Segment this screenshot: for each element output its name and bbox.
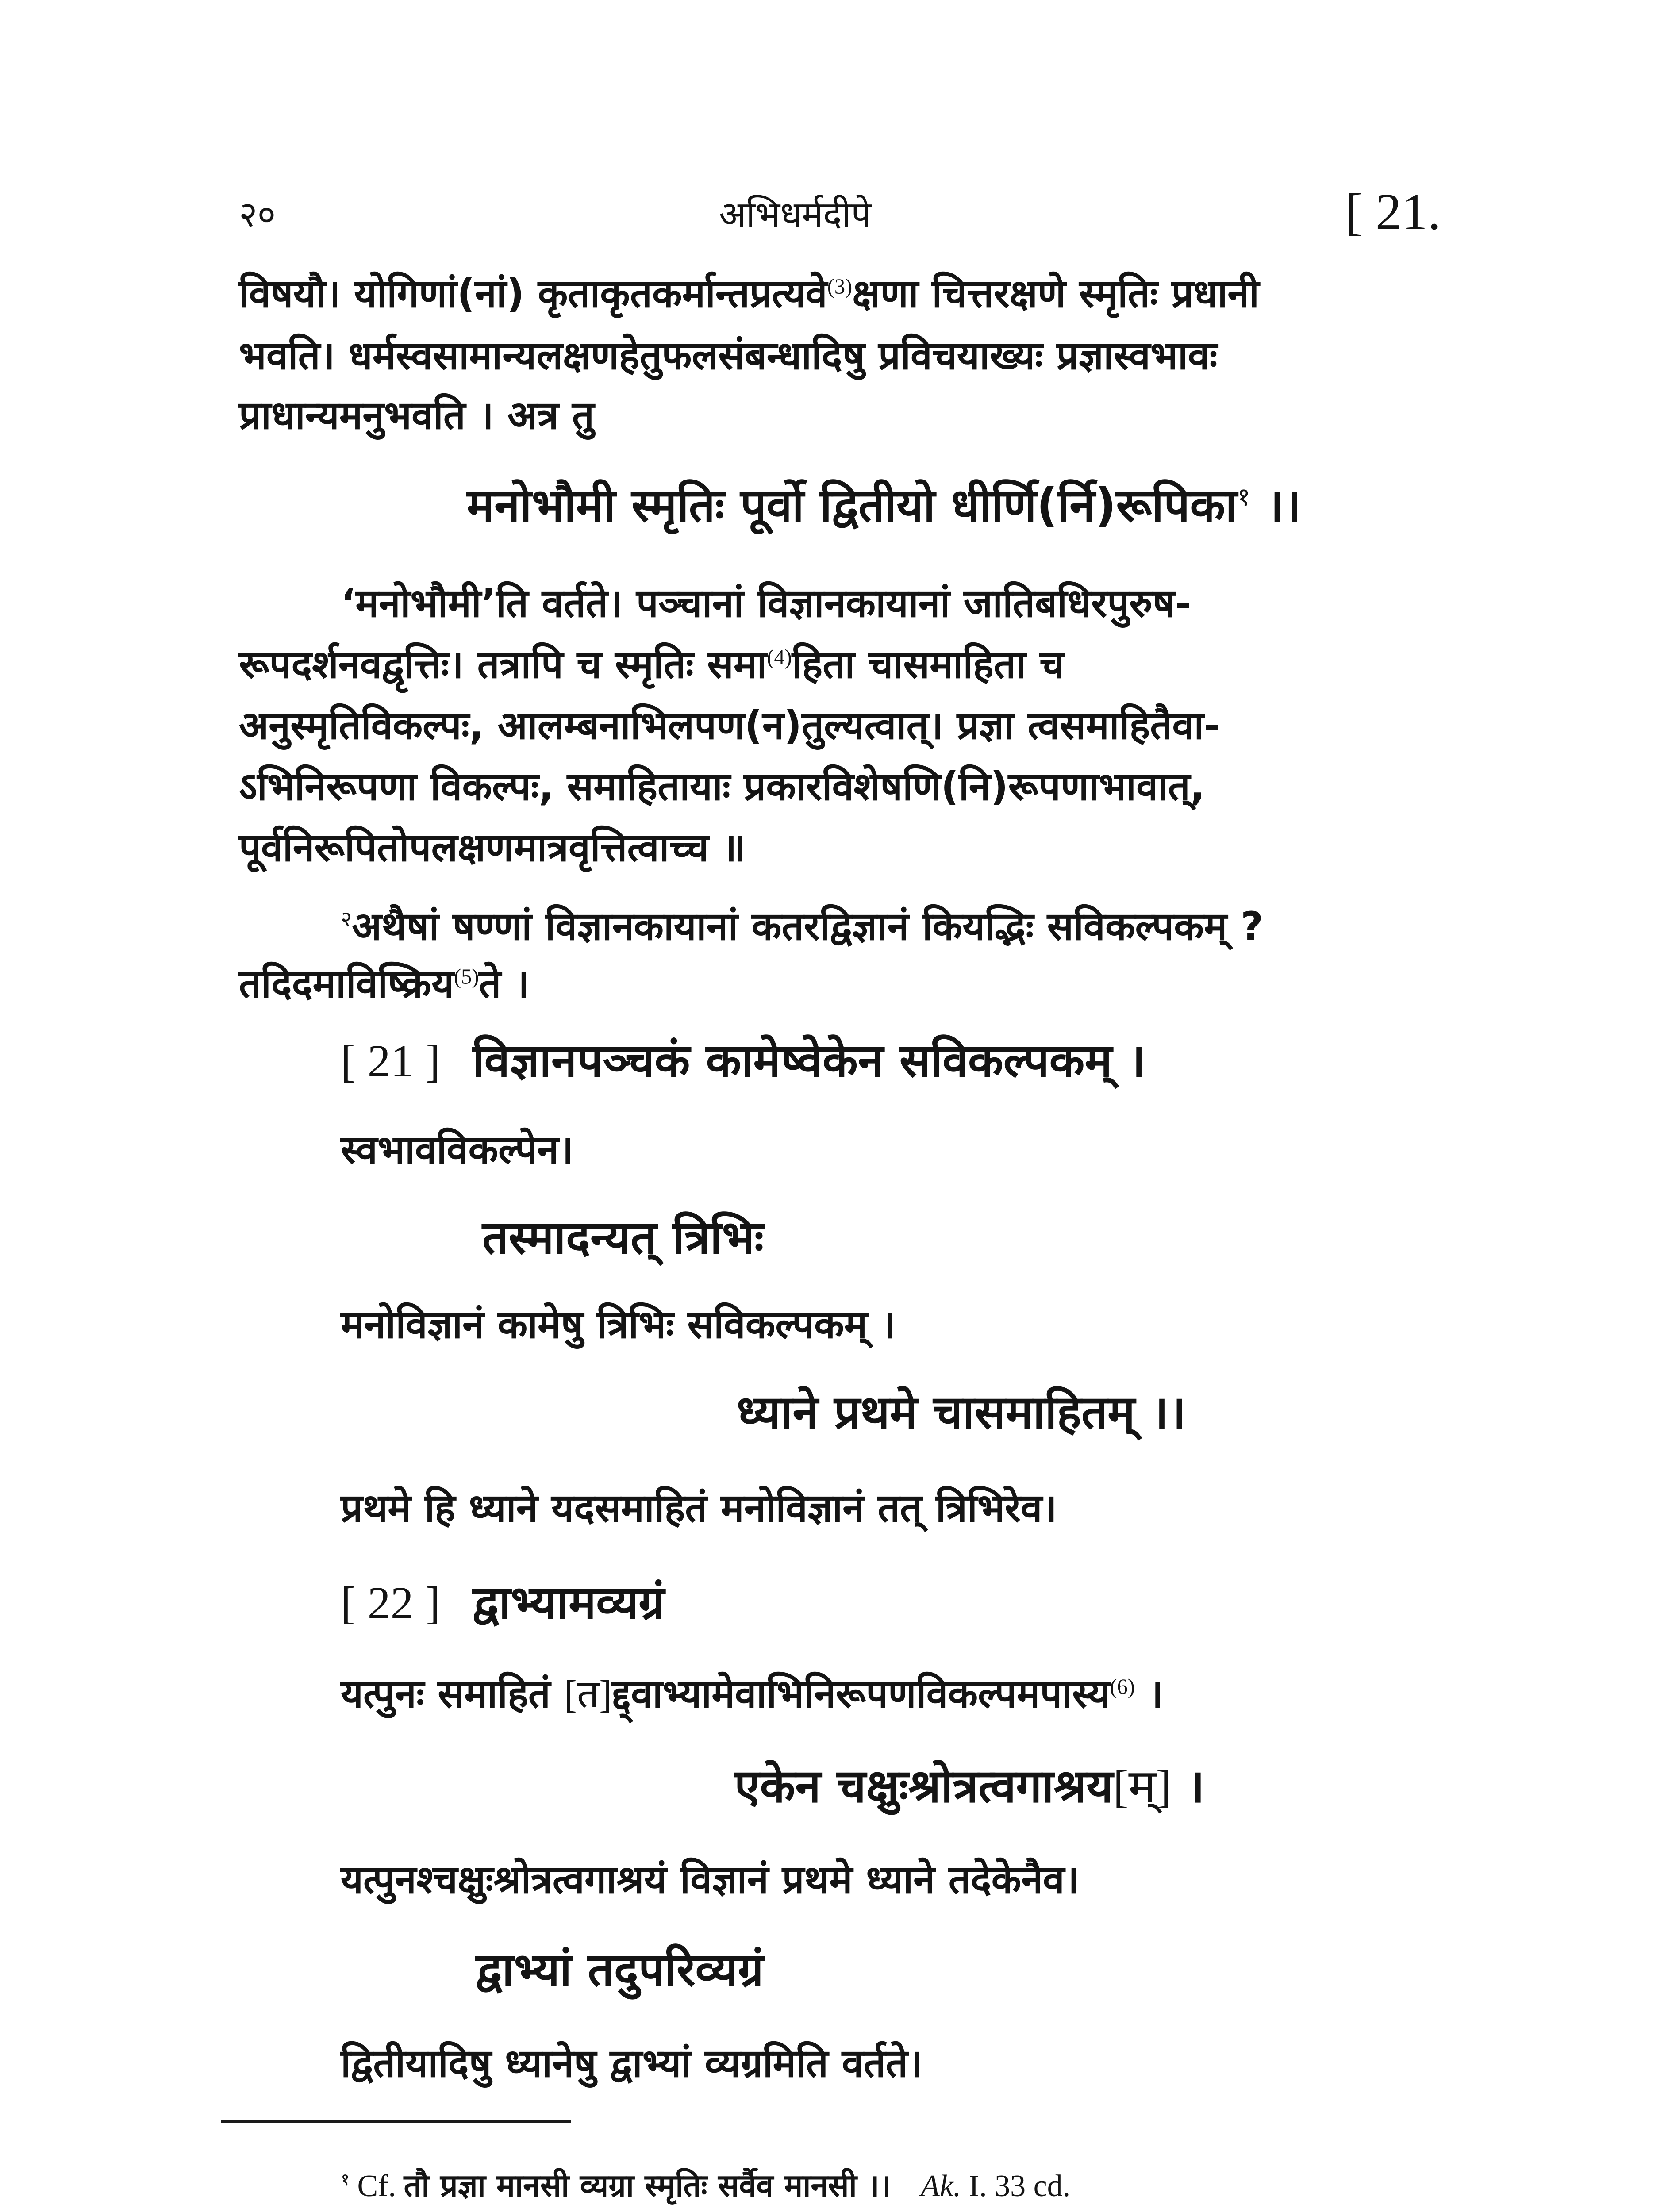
text-run: Cf. bbox=[350, 2169, 404, 2203]
verse-line bbox=[467, 478, 1301, 532]
text-run: हिता चासमाहिता च bbox=[792, 641, 1065, 687]
footnote-ref: (5) bbox=[454, 965, 479, 989]
footnote-ref: १ bbox=[1237, 483, 1250, 511]
paragraph-line: पूर्वनिरूपितोपलक्षणमात्रवृत्तित्वाच्च ॥ bbox=[239, 825, 746, 870]
text-run: क्षणा चित्तरक्षणे स्मृतिः प्रधानी bbox=[852, 271, 1260, 316]
verse-text: विज्ञानपञ्चकं कामेष्वेकेन सविकल्पकम् । bbox=[472, 1033, 1146, 1087]
verse-line bbox=[341, 1575, 665, 1629]
running-title: अभिधर्मदीपे bbox=[719, 194, 871, 235]
text-run: ते । bbox=[479, 961, 530, 1006]
gloss-line: प्रथमे हि ध्याने यदसमाहितं मनोविज्ञानं तत् त्रिभिरेव। bbox=[341, 1485, 1057, 1531]
text-run: I. 33 cd. bbox=[961, 2169, 1071, 2203]
verse-end: ।। bbox=[1250, 478, 1301, 532]
editorial-bracket: [म्] bbox=[1113, 1761, 1172, 1812]
text-run: द्द्वाभ्यामेवाभिनिरूपणविकल्पमपास्य bbox=[612, 1671, 1110, 1717]
page-number: २० bbox=[239, 194, 276, 235]
gloss-line bbox=[341, 1671, 1163, 1717]
footnote-ref: २ bbox=[341, 907, 352, 931]
text-run: विषयौ। योगिणां(नां) कृताकृतकर्मान्तप्रत्यवे bbox=[239, 271, 827, 316]
gloss-line: द्वितीयादिषु ध्यानेषु द्वाभ्यां व्यग्रमिति वर्तते। bbox=[341, 2040, 923, 2086]
verse-line bbox=[341, 1033, 1146, 1087]
gloss-line: यत्पुनश्चक्षुःश्रोत्रत्वगाश्रयं विज्ञानं प्रथमे ध्याने तदेकेनैव। bbox=[341, 1857, 1080, 1902]
paragraph-line: ‘मनोभौमी’ति वर्तते। पञ्चानां विज्ञानकायानां जातिबधिरपुरुष- bbox=[341, 580, 1192, 626]
paragraph-line: भवति। धर्मस्वसामान्यलक्षणहेतुफलसंबन्धादिषु प्रविचयाख्यः प्रज्ञास्वभावः bbox=[239, 333, 1218, 378]
paragraph-line bbox=[239, 961, 530, 1006]
paragraph-line bbox=[239, 641, 1065, 687]
text-run: यत्पुनः समाहितं bbox=[341, 1671, 564, 1717]
text-run: तदिदमाविष्क्रिय bbox=[239, 961, 454, 1006]
footnote-1 bbox=[341, 2167, 1071, 2204]
footnote-divider bbox=[221, 2120, 571, 2123]
paragraph-line: ऽभिनिरूपणा विकल्पः, समाहितायाः प्रकारविशेषणि(नि)रूपणाभावात्, bbox=[239, 764, 1205, 809]
gloss-line: स्वभावविकल्पेन। bbox=[341, 1127, 573, 1172]
paragraph-line bbox=[239, 271, 1260, 316]
gloss-line: मनोविज्ञानं कामेषु त्रिभिः सविकल्पकम् । bbox=[341, 1302, 896, 1347]
text-run: । bbox=[1134, 1671, 1163, 1717]
verse-number: [ 22 ] bbox=[341, 1578, 441, 1628]
verse-line: ध्याने प्रथमे चासमाहितम् ।। bbox=[737, 1385, 1186, 1439]
text-run: Ak. bbox=[920, 2169, 961, 2203]
verse-line bbox=[734, 1759, 1205, 1813]
verse-text: द्वाभ्यामव्यग्रं bbox=[472, 1575, 665, 1629]
paragraph-line: प्राधान्यमनुभवति । अत्र तु bbox=[239, 392, 595, 438]
section-marker: [ 21. bbox=[1345, 183, 1441, 241]
footnote-ref: (6) bbox=[1110, 1675, 1135, 1699]
verse-text: एकेन चक्षुःश्रोत्रत्वगाश्रय bbox=[734, 1759, 1113, 1813]
verse-text: मनोभौमी स्मृतिः पूर्वो द्वितीयो धीर्णि(र्नि)रूपिका bbox=[467, 478, 1238, 532]
verse-number: [ 21 ] bbox=[341, 1036, 441, 1087]
verse-end: । bbox=[1171, 1759, 1205, 1813]
footnote-marker: १ bbox=[341, 2170, 350, 2189]
paragraph-line: अनुस्मृतिविकल्पः, आलम्बनाभिलपण(न)तुल्यत्वात्। प्रज्ञा त्वसमाहितैवा- bbox=[239, 703, 1220, 748]
text-run: रूपदर्शनवद्वृत्तिः। तत्रापि च स्मृतिः समा bbox=[239, 641, 767, 687]
paragraph-line bbox=[341, 903, 1264, 949]
verse-line: द्वाभ्यां तदुपरिव्यग्रं bbox=[476, 1943, 764, 1997]
footnote-ref: (4) bbox=[767, 645, 792, 669]
editorial-bracket: [त] bbox=[564, 1673, 612, 1716]
verse-line: तस्मादन्यत् त्रिभिः bbox=[482, 1210, 764, 1264]
footnote-ref: (3) bbox=[827, 275, 853, 299]
text-run: तौ प्रज्ञा मानसी व्यग्रा स्मृतिः सर्वैव मानसी ।। bbox=[404, 2167, 892, 2204]
text-run: अथैषां षण्णां विज्ञानकायानां कतरद्विज्ञानं कियद्भिः सविकल्पकम् ? bbox=[352, 903, 1264, 949]
